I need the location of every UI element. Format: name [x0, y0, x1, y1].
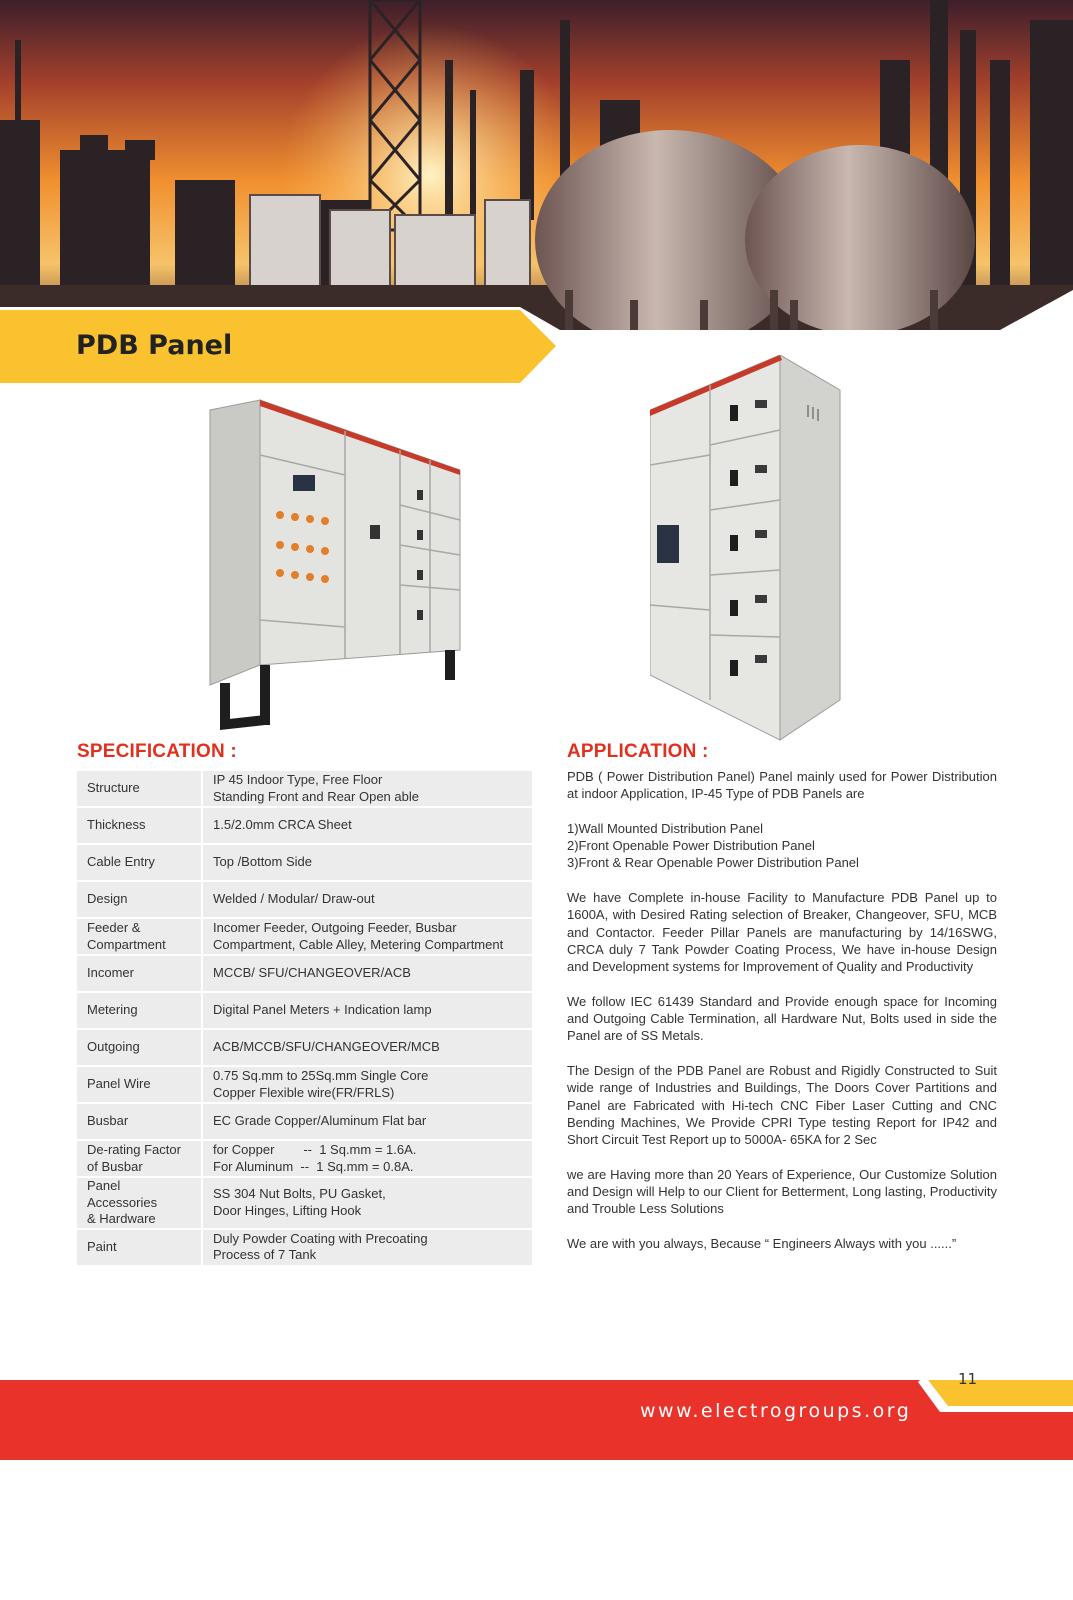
spec-value: 1.5/2.0mm CRCA Sheet [203, 808, 532, 843]
hero-image [0, 0, 1073, 330]
spec-row-panel-wire [77, 1067, 532, 1102]
specification-heading: SPECIFICATION : [77, 741, 237, 762]
application-paragraph: We are with you always, Because “ Engineers Always with you ......” [567, 1236, 957, 1252]
spec-value: MCCB/ SFU/CHANGEOVER/ACB [203, 956, 532, 991]
spec-row-structure [77, 771, 532, 806]
spec-label: Thickness [77, 808, 203, 843]
spec-label: Design [77, 882, 203, 917]
spec-label: Feeder & Compartment [77, 919, 203, 954]
application-heading: APPLICATION : [567, 741, 709, 762]
page-number: 11 [958, 1370, 978, 1388]
spec-label: De-rating Factor of Busbar [77, 1141, 203, 1176]
spec-label: Incomer [77, 956, 203, 991]
spec-row-derating [77, 1141, 532, 1176]
spec-label: Structure [77, 771, 203, 806]
spec-row-accessories [77, 1178, 532, 1228]
list-item: 3)Front & Rear Openable Power Distribution Panel [567, 855, 859, 871]
spec-row-paint [77, 1230, 532, 1265]
spec-value: IP 45 Indoor Type, Free Floor Standing Front and Rear Open able [203, 771, 532, 806]
footer-bar [0, 1370, 1073, 1460]
list-item: 1)Wall Mounted Distribution Panel [567, 820, 764, 836]
application-list [567, 820, 997, 872]
spec-value: SS 304 Nut Bolts, PU Gasket, Door Hinges, Lifting Hook [203, 1178, 532, 1228]
spec-value: for Copper -- 1 Sq.mm = 1.6A. For Aluminum -- 1 Sq.mm = 0.8A. [203, 1141, 532, 1176]
application-paragraph: we are Having more than 20 Years of Experience, Our Customize Solution and Design will Help to our Client for Betterment, Long lasting, Productivity and Trouble Less Solutions [567, 1166, 997, 1217]
spec-label: Outgoing [77, 1030, 203, 1065]
spec-value: Welded / Modular/ Draw-out [203, 882, 532, 917]
spec-row-feeder [77, 919, 532, 954]
pdb-panel-photo-left [205, 395, 470, 735]
pdb-panel-photo-right [650, 355, 860, 750]
spec-row-thickness [77, 808, 532, 843]
application-paragraph: The Design of the PDB Panel are Robust and Rigidly Constructed to Suit wide range of Industries and Buildings, The Doors Cover Partitions and Panel are Fabricated with Hi-tech CNC Fiber Laser Cutting and CNC Bending Machines, We Provide CPRI Type testing Report for IP42 and Short Circuit Test Report up to 5000A- 65KA for 2 Sec [567, 1063, 997, 1148]
spec-label: Metering [77, 993, 203, 1028]
spec-value: Digital Panel Meters + Indication lamp [203, 993, 532, 1028]
page-title: PDB Panel [76, 330, 233, 361]
specification-table [77, 769, 532, 1267]
application-paragraph: We have Complete in-house Facility to Manufacture PDB Panel up to 1600A, with Desired Rating selection of Breaker, Changeover, SFU, MCB and Contactor. Feeder Pillar Panels are manufacturing by 14/16SWG, CRCA duly 7 Tank Powder Coating Process, We have in-house Design and Development systems for Improvement of Quality and Productivity [567, 890, 997, 975]
title-banner [0, 310, 560, 383]
spec-value: ACB/MCCB/SFU/CHANGEOVER/MCB [203, 1030, 532, 1065]
spec-value: EC Grade Copper/Aluminum Flat bar [203, 1104, 532, 1139]
spec-row-cable-entry [77, 845, 532, 880]
application-intro: PDB ( Power Distribution Panel) Panel mainly used for Power Distribution at indoor Application, IP-45 Type of PDB Panels are [567, 769, 997, 802]
spec-row-busbar [77, 1104, 532, 1139]
spec-value: Duly Powder Coating with Precoating Process of 7 Tank [203, 1230, 532, 1265]
spec-label: Paint [77, 1230, 203, 1265]
application-text [567, 768, 997, 1270]
spec-row-incomer [77, 956, 532, 991]
spec-label: Cable Entry [77, 845, 203, 880]
spec-value: Top /Bottom Side [203, 845, 532, 880]
spec-label: Panel Accessories & Hardware [77, 1178, 203, 1228]
spec-row-metering [77, 993, 532, 1028]
list-item: 2)Front Openable Power Distribution Panel [567, 838, 815, 854]
application-paragraph: We follow IEC 61439 Standard and Provide enough space for Incoming and Outgoing Cable Termination, all Hardware Nut, Bolts used in side the Panel are of SS Metals. [567, 993, 997, 1044]
spec-label: Panel Wire [77, 1067, 203, 1102]
spec-label: Busbar [77, 1104, 203, 1139]
spec-value: 0.75 Sq.mm to 25Sq.mm Single Core Copper Flexible wire(FR/FRLS) [203, 1067, 532, 1102]
spec-row-outgoing [77, 1030, 532, 1065]
spec-row-design [77, 882, 532, 917]
spec-value: Incomer Feeder, Outgoing Feeder, Busbar Compartment, Cable Alley, Metering Compartment [203, 919, 532, 954]
website-link[interactable]: www.electrogroups.org [640, 1400, 912, 1422]
